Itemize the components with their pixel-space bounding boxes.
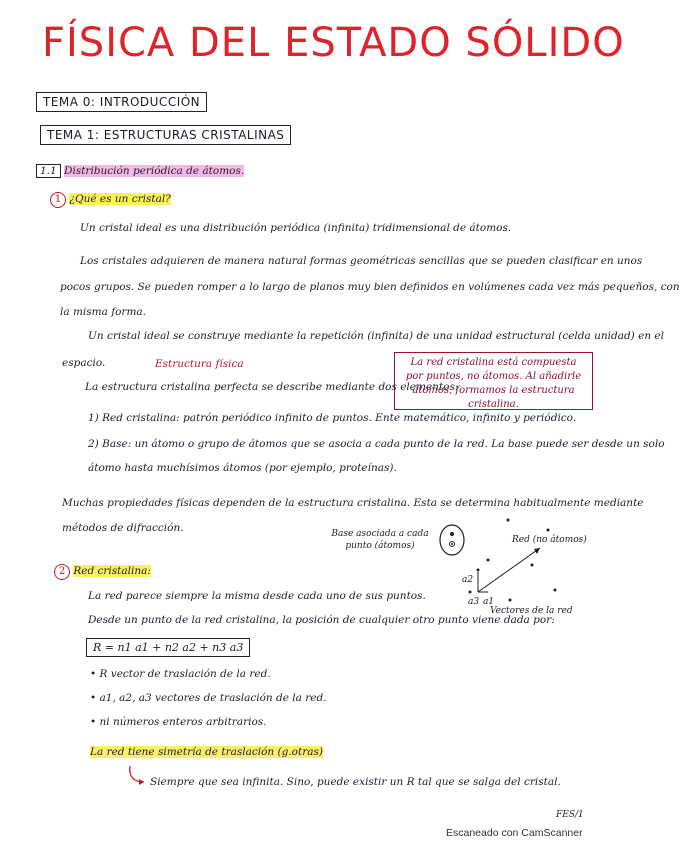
paragraph-5b: métodos de difracción. — [62, 522, 184, 534]
item-base-b: átomo hasta muchísimos átomos (por ejemplo, proteínas). — [88, 462, 397, 474]
scanner-watermark: Escaneado con CamScanner — [446, 827, 583, 839]
paragraph-5a: Muchas propiedades físicas dependen de la estructura cristalina. Esta se determina habitualmente mediante — [62, 497, 644, 509]
page-code: FES/1 — [556, 810, 584, 820]
paragraph-7: Desde un punto de la red cristalina, la posición de cualquier otro punto viene dada por: — [88, 614, 555, 626]
estructura-fisica-annotation: Estructura física — [155, 358, 244, 370]
question-number: 1 — [50, 192, 66, 208]
diagram-a1: a1 — [483, 597, 495, 607]
bullet-R: • R vector de traslación de la red. — [90, 668, 271, 680]
note-box: La red cristalina está compuesta por puntos, no átomos. Al añadirle átomos, formamos la estructura cristalina. — [394, 352, 593, 410]
lattice-diagram — [430, 510, 580, 620]
page-title: FÍSICA DEL ESTADO SÓLIDO — [42, 20, 625, 66]
paragraph-cristal-def: Un cristal ideal es una distribución periódica (infinita) tridimensional de átomos. — [80, 222, 512, 234]
section-1-1 — [36, 165, 244, 177]
arrow-icon — [126, 764, 148, 788]
paragraph-6: La red parece siempre la misma desde cada uno de sus puntos. — [88, 590, 426, 602]
question-2 — [54, 564, 151, 580]
question-title: Red cristalina: — [73, 565, 151, 577]
translation-equation: R = n1 a1 + n2 a2 + n3 a3 — [86, 638, 250, 657]
diagram-base-label: Base asociada a cada punto (átomos) — [331, 529, 429, 551]
diagram-a3: a3 — [468, 597, 480, 607]
tema1-box: TEMA 1: ESTRUCTURAS CRISTALINAS — [40, 125, 291, 145]
question-number: 2 — [54, 564, 70, 580]
paragraph-3b: espacio. — [62, 357, 106, 369]
paragraph-2b: pocos grupos. Se pueden romper a lo largo de planos muy bien definidos en volúmenes cada vez más pequeños, con — [60, 281, 680, 293]
diagram-red-label: Red (no átomos) — [512, 535, 587, 545]
section-title: Distribución periódica de átomos. — [64, 165, 245, 177]
paragraph-2c: la misma forma. — [60, 306, 146, 318]
symmetry-highlight: La red tiene simetría de traslación (g.otras) — [90, 746, 323, 758]
bullet-ni: • ni números enteros arbitrarios. — [90, 716, 267, 728]
section-number: 1.1 — [36, 164, 61, 178]
tema0-box: TEMA 0: INTRODUCCIÓN — [36, 92, 207, 112]
question-1 — [50, 192, 171, 208]
paragraph-2a: Los cristales adquieren de manera natural formas geométricas sencillas que se pueden clasificar en unos — [80, 255, 643, 267]
symmetry-note: Siempre que sea infinita. Sino, puede existir un R tal que se salga del cristal. — [150, 776, 561, 788]
item-red-cristalina: 1) Red cristalina: patrón periódico infinito de puntos. Ente matemático, infinito y periódico. — [88, 412, 577, 424]
paragraph-4: La estructura cristalina perfecta se describe mediante dos elementos: — [85, 381, 459, 393]
bullet-a-vectors: • a1, a2, a3 vectores de traslación de la red. — [90, 692, 327, 704]
diagram-vectores-label: Vectores de la red — [490, 606, 573, 616]
paragraph-3a: Un cristal ideal se construye mediante la repetición (infinita) de una unidad estructural (celda unidad) en el — [88, 330, 664, 342]
question-title: ¿Qué es un cristal? — [69, 193, 171, 205]
diagram-a2: a2 — [462, 575, 474, 585]
item-base-a: 2) Base: un átomo o grupo de átomos que se asocia a cada punto de la red. La base puede ser desde un solo — [88, 438, 665, 450]
